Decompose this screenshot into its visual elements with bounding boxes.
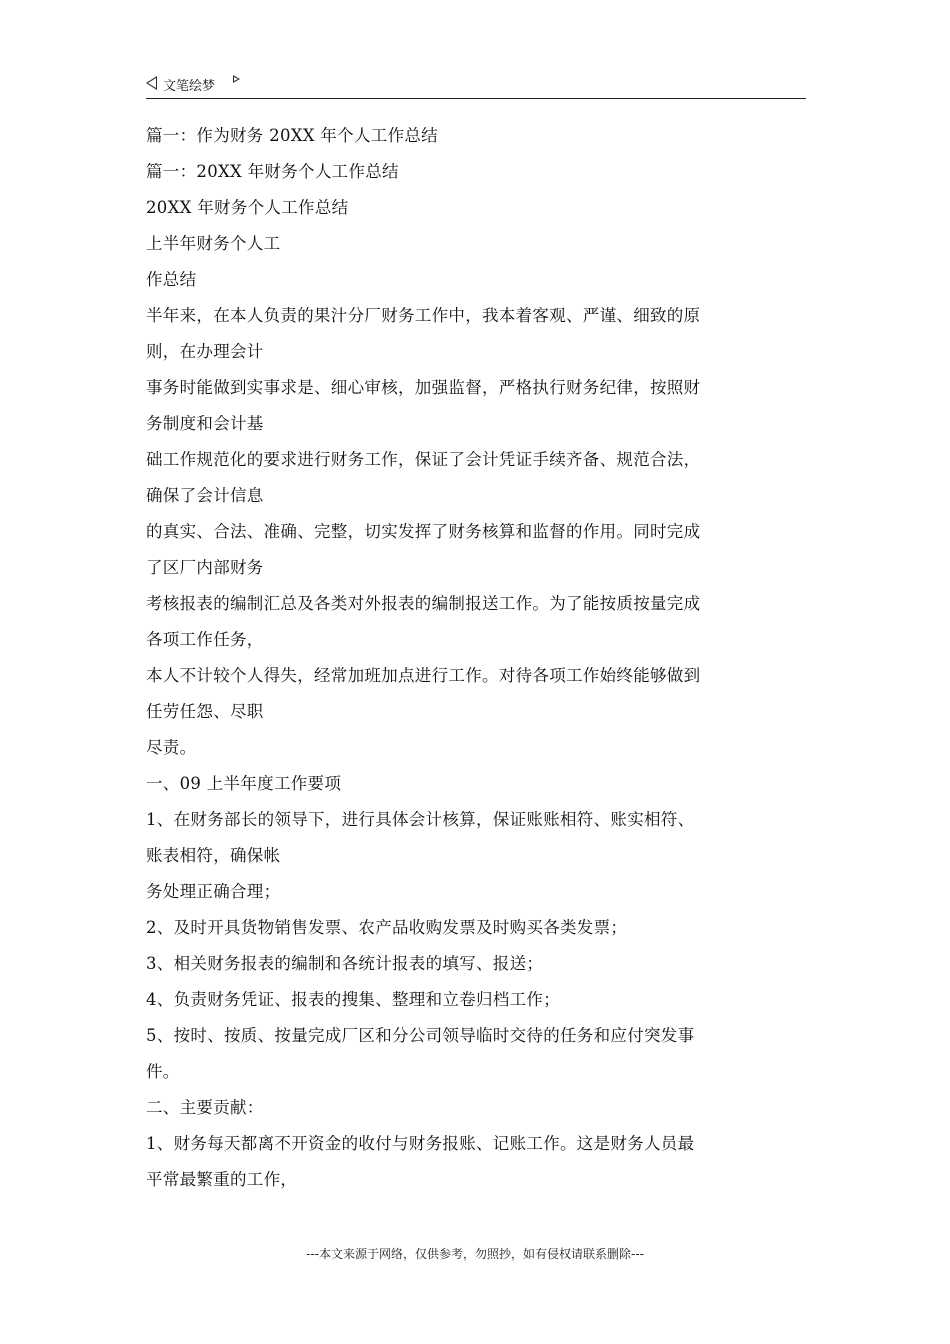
text-line: 作总结	[146, 270, 197, 289]
text-line: 20XX 年财务个人工作总结	[146, 198, 349, 217]
text-line: 则，在办理会计	[146, 342, 264, 361]
page-header	[146, 72, 806, 99]
text-line: 1、在财务部长的领导下，进行具体会计核算，保证账账相符、账实相符、	[146, 810, 695, 829]
text-line: 事务时能做到实事求是、细心审核，加强监督，严格执行财务纪律，按照财	[146, 378, 701, 397]
text-line: 一、09 上半年度工作要项	[146, 774, 342, 793]
header-brand: 文笔绘梦	[163, 79, 216, 94]
text-line: 3、相关财务报表的编制和各统计报表的填写、报送；	[146, 954, 544, 973]
text-line: 二、主要贡献：	[146, 1098, 264, 1117]
text-line: 篇一：作为财务 20XX 年个人工作总结	[146, 126, 438, 145]
text-line: 4、负责财务凭证、报表的搜集、整理和立卷归档工作；	[146, 990, 560, 1009]
text-line: 务处理正确合理；	[146, 882, 281, 901]
text-line: 2、及时开具货物销售发票、农产品收购发票及时购买各类发票；	[146, 918, 628, 937]
text-line: 任劳任怨、尽职	[146, 702, 264, 721]
document-body	[146, 118, 806, 1198]
text-line: 确保了会计信息	[146, 486, 264, 505]
text-line: 5、按时、按质、按量完成厂区和分公司领导临时交待的任务和应付突发事	[146, 1026, 695, 1045]
text-line: 件。	[146, 1062, 180, 1081]
page-footer: ---本文来源于网络，仅供参考，勿照抄，如有侵权请联系删除---	[306, 1247, 644, 1261]
triangle-right-icon	[233, 75, 240, 83]
text-line: 平常最繁重的工作，	[146, 1170, 298, 1189]
triangle-left-icon	[146, 76, 157, 90]
text-line: 尽责。	[146, 738, 197, 757]
text-line: 篇一：20XX 年财务个人工作总结	[146, 162, 399, 181]
text-line: 的真实、合法、准确、完整，切实发挥了财务核算和监督的作用。同时完成	[146, 522, 701, 541]
text-line: 半年来，在本人负责的果汁分厂财务工作中，我本着客观、严谨、细致的原	[146, 306, 701, 325]
text-line: 考核报表的编制汇总及各类对外报表的编制报送工作。为了能按质按量完成	[146, 594, 701, 613]
text-line: 了区厂内部财务	[146, 558, 264, 577]
text-line: 账表相符，确保帐	[146, 846, 281, 865]
text-line: 本人不计较个人得失，经常加班加点进行工作。对待各项工作始终能够做到	[146, 666, 701, 685]
text-line: 务制度和会计基	[146, 414, 264, 433]
text-line: 础工作规范化的要求进行财务工作，保证了会计凭证手续齐备、规范合法，	[146, 450, 701, 469]
text-line: 1、财务每天都离不开资金的收付与财务报账、记账工作。这是财务人员最	[146, 1134, 695, 1153]
text-line: 上半年财务个人工	[146, 234, 281, 253]
text-line: 各项工作任务，	[146, 630, 264, 649]
